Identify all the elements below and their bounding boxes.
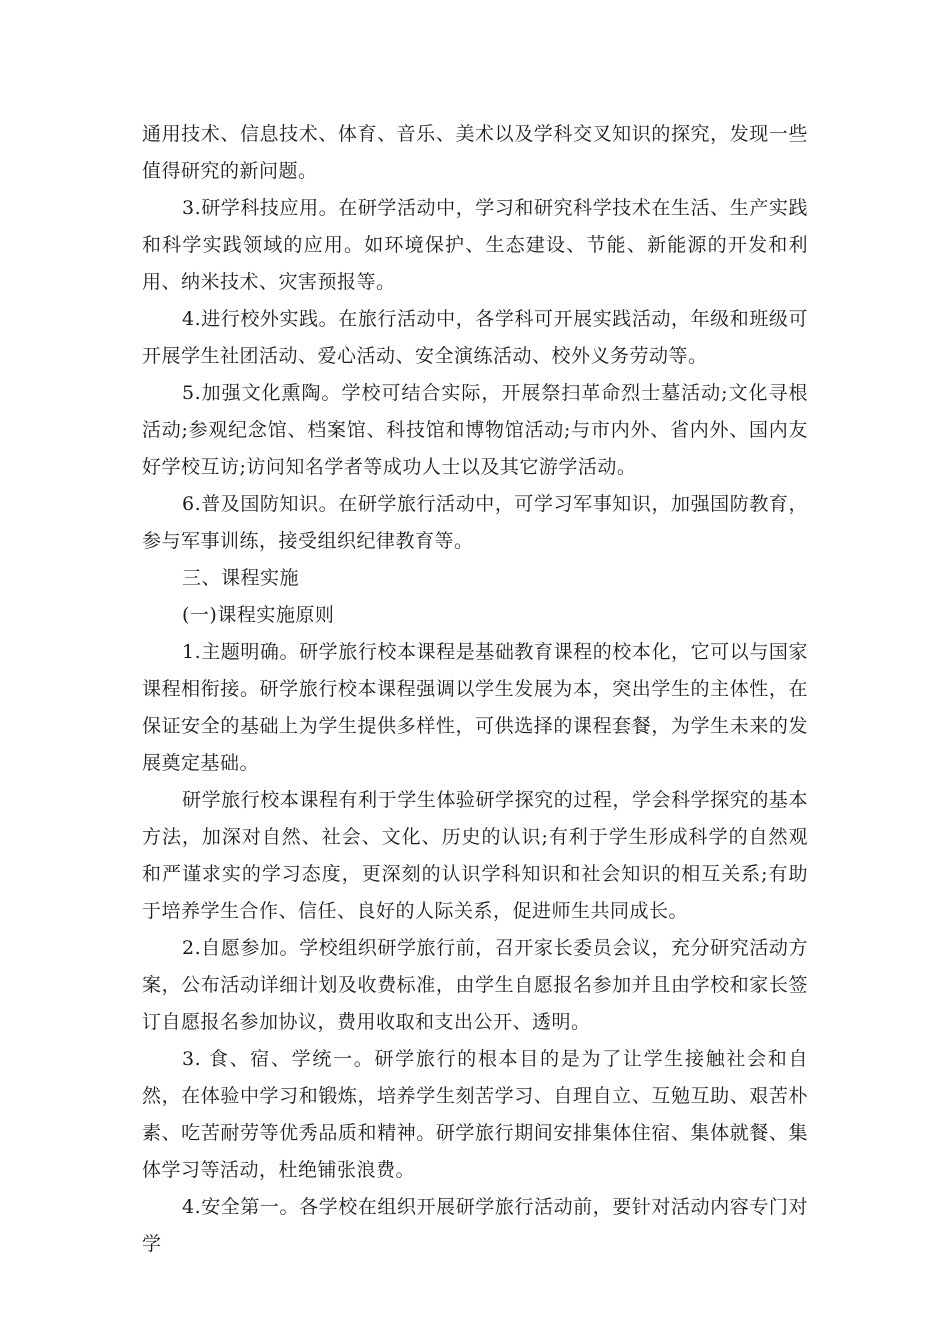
paragraph-defense: 6.普及国防知识。在研学旅行活动中，可学习军事知识，加强国防教育，参与军事训练，接受组织纪律教育等。 xyxy=(142,493,808,552)
paragraph-tech-application: 3.研学科技应用。在研学活动中，学习和研究科学技术在生活、生产实践和科学实践领域的应用。如环境保护、生态建设、节能、新能源的开发和利用、纳米技术、灾害预报等。 xyxy=(142,197,808,293)
section-heading-implementation: 三、课程实施 xyxy=(182,567,300,589)
paragraph-voluntary: 2.自愿参加。学校组织研学旅行前，召开家长委员会议，充分研究活动方案，公布活动详细计划及收费标准，由学生自愿报名参加并且由学校和家长签订自愿报名参加协议，费用收取和支出公开、透明。 xyxy=(142,937,808,1033)
paragraph-unified: 3. 食、宿、学统一。研学旅行的根本目的是为了让学生接触社会和自然，在体验中学习和锻炼，培养学生刻苦学习、自理自立、互勉互助、艰苦朴素、吃苦耐劳等优秀品质和精神。研学旅行期间安排集体住宿、集体就餐、集体学习等活动，杜绝铺张浪费。 xyxy=(142,1048,808,1181)
paragraph-outside-practice: 4.进行校外实践。在旅行活动中，各学科可开展实践活动，年级和班级可开展学生社团活动、爱心活动、安全演练活动、校外义务劳动等。 xyxy=(142,308,808,367)
paragraph-benefits: 研学旅行校本课程有利于学生体验研学探究的过程，学会科学探究的基本方法，加深对自然、社会、文化、历史的认识;有利于学生形成科学的自然观和严谨求实的学习态度，更深刻的认识学科知识和社会知识的相互关系;有助于培养学生合作、信任、良好的人际关系，促进师生共同成长。 xyxy=(142,789,808,922)
paragraph-culture: 5.加强文化熏陶。学校可结合实际，开展祭扫革命烈士墓活动;文化寻根活动;参观纪念馆、档案馆、科技馆和博物馆活动;与市内外、省内外、国内友好学校互访;访问知名学者等成功人士以及其它游学活动。 xyxy=(142,382,808,478)
paragraph-continuation: 通用技术、信息技术、体育、音乐、美术以及学科交叉知识的探究，发现一些值得研究的新问题。 xyxy=(142,123,808,182)
paragraph-safety-first: 4.安全第一。各学校在组织开展研学旅行活动前，要针对活动内容专门对学 xyxy=(142,1196,808,1255)
subsection-heading-principles: (一)课程实施原则 xyxy=(182,604,335,626)
paragraph-clear-theme: 1.主题明确。研学旅行校本课程是基础教育课程的校本化，它可以与国家课程相衔接。研学旅行校本课程强调以学生发展为本，突出学生的主体性，在保证安全的基础上为学生提供多样性，可供选择的课程套餐，为学生未来的发展奠定基础。 xyxy=(142,641,808,774)
